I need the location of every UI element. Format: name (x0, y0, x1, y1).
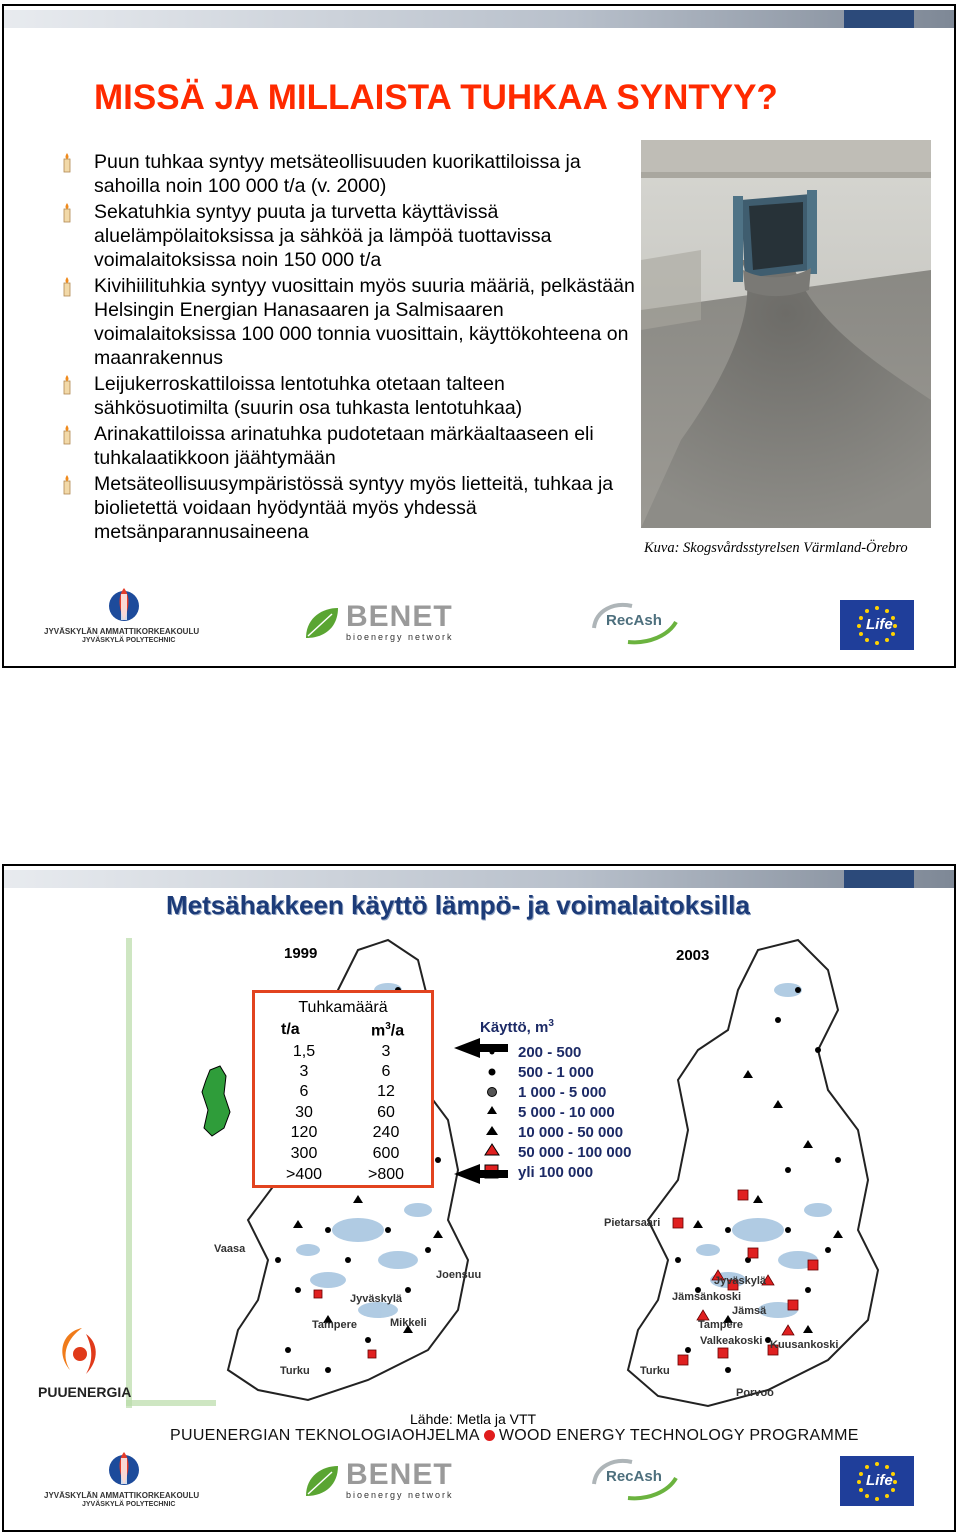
candle-bullet-icon (62, 374, 72, 396)
year-2003-label: 2003 (676, 947, 710, 964)
city-label: Tampere (698, 1319, 744, 1331)
bullet-item: Puun tuhkaa syntyy metsäteollisuuden kuorikattiloissa ja sahoilla noin 100 000 t/a (v. 2000) (62, 150, 642, 198)
recash-logo: RecAsh (588, 598, 688, 646)
jamk-emblem-icon (102, 584, 146, 624)
table-row: 1,5 3 (292, 1043, 391, 1060)
bullet-list (62, 150, 642, 546)
source-note: Lähde: Metla ja VTT (410, 1411, 537, 1427)
legend-item: 50 000 - 100 000 (518, 1144, 632, 1161)
finland-maps (28, 930, 934, 1450)
recash-logo: RecAsh (588, 1454, 688, 1502)
jamk-logo: JYVÄSKYLÄN AMMATTIKORKEAKOULU JYVÄSKYLÄ POLYTECHNIC (44, 1448, 214, 1510)
bullet-item: Leijukerroskattiloissa lentotuhka otetaan talteen sähkösuotimilta (suurin osa tuhkasta lentotuhkaa) (62, 372, 642, 420)
city-label: Jyväskylä (350, 1293, 402, 1305)
photo-caption: Kuva: Skogsvårdsstyrelsen Värmland-Örebro (644, 540, 908, 556)
puuenergia-logo: PUUENERGIA (38, 1324, 148, 1404)
candle-bullet-icon (62, 474, 72, 496)
city-label: Porvoo (736, 1387, 774, 1399)
legend-item: yli 100 000 (518, 1164, 594, 1181)
slide-forest-chip-use (2, 864, 956, 1532)
city-label: Vaasa (214, 1243, 246, 1255)
candle-bullet-icon (62, 424, 72, 446)
jamk-logo: JYVÄSKYLÄN AMMATTIKORKEAKOULU JYVÄSKYLÄ POLYTECHNIC (44, 584, 214, 646)
eu-life-logo: Life (840, 600, 914, 650)
city-label: Pietarsaari (604, 1217, 661, 1229)
table-row: 30 60 (295, 1104, 395, 1121)
city-label: Turku (280, 1365, 310, 1377)
top-decor-bar (4, 870, 954, 888)
program-banner: PUUENERGIAN TEKNOLOGIAOHJELMA WOOD ENERGY TECHNOLOGY PROGRAMME (170, 1427, 859, 1444)
inset-finland-icon (202, 1066, 230, 1136)
red-dot-icon (484, 1430, 495, 1441)
city-label: Joensuu (436, 1269, 482, 1281)
slide2-title: Metsähakkeen käyttö lämpö- ja voimalaitoksilla (166, 890, 750, 920)
table-title: Tuhkamäärä (298, 999, 388, 1016)
bullet-item: Metsäteollisuusympäristössä syntyy myös lietteitä, tuhkaa ja biolietettä voidaan hyödyntää myös yhdessä metsänparannusaineena (62, 472, 642, 544)
ash-pile-photo (641, 140, 931, 528)
legend-item: 200 - 500 (518, 1044, 582, 1061)
city-label: Tampere (312, 1319, 358, 1331)
table-row: >400 >800 (285, 1166, 405, 1183)
ash-amount-table (252, 990, 434, 1188)
bullet-item: Arinakattiloissa arinatuhka pudotetaan märkäaltaaseen eli tuhkalaatikkoon jäähtymään (62, 422, 642, 470)
candle-bullet-icon (62, 276, 72, 298)
city-label: Kuusankoski (770, 1339, 839, 1351)
bullet-item: Kivihiilituhkia syntyy vuosittain myös suuria määriä, pelkästään Helsingin Energian Hanasaaren ja Salmisaaren voimalaitoksissa 100 000 tonnia vuosittain, käyttökohteena on maanrakennus (62, 274, 642, 370)
benet-leaf-icon (302, 1462, 342, 1500)
benet-leaf-icon (302, 604, 342, 642)
city-label: Jämsänkoski (672, 1291, 742, 1303)
table-header-ta: t/a (281, 1021, 300, 1038)
year-1999-label: 1999 (284, 945, 318, 962)
city-label: Mikkeli (390, 1317, 427, 1329)
puuenergia-emblem-icon (52, 1324, 112, 1380)
slide1-title: MISSÄ JA MILLAISTA TUHKAA SYNTYY? (94, 78, 778, 117)
legend-title: Käyttö, $m^3$ (480, 1018, 554, 1036)
legend-item: 5 000 - 10 000 (518, 1104, 615, 1121)
candle-bullet-icon (62, 152, 72, 174)
city-label: Valkeakoski (700, 1335, 763, 1347)
city-label: Turku (640, 1365, 670, 1377)
benet-logo: BENET bioenergy network (302, 604, 432, 644)
candle-bullet-icon (62, 202, 72, 224)
legend-item: 500 - 1 000 (518, 1064, 594, 1081)
bullet-item: Sekatuhkia syntyy puuta ja turvetta käyttävissä aluelämpölaitoksissa ja sähköä ja lämpöä tuottavissa voimalaitoksissa noin 150 000 t/a (62, 200, 642, 272)
table-header-m3a: $m^3/a$ (371, 1021, 405, 1040)
table-row: 300 600 (290, 1145, 400, 1162)
table-row: 6 12 (299, 1083, 395, 1100)
legend-markers (485, 1050, 499, 1179)
legend-item: 1 000 - 5 000 (518, 1084, 607, 1101)
legend-item: 10 000 - 50 000 (518, 1124, 624, 1141)
slide-ash-origin (2, 4, 956, 668)
benet-logo: BENET bioenergy network (302, 1462, 432, 1502)
jamk-emblem-icon (102, 1448, 146, 1488)
city-label: Jyväskylä (714, 1275, 766, 1287)
top-decor-bar (4, 10, 954, 28)
arrow-icon (454, 1038, 508, 1184)
eu-life-logo: Life (840, 1456, 914, 1506)
table-row: 3 6 (299, 1063, 391, 1080)
city-label: Jämsä (732, 1305, 767, 1317)
table-row: 120 240 (290, 1124, 400, 1141)
